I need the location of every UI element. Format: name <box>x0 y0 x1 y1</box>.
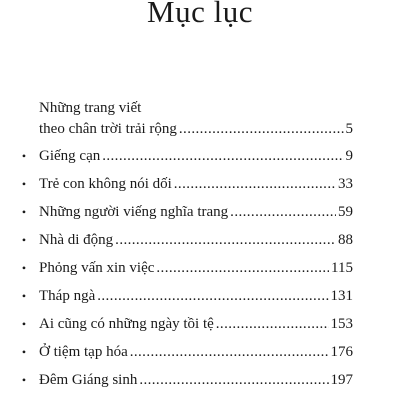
toc-entry-title: Những người viếng nghĩa trang <box>39 204 229 220</box>
dot-leader <box>97 285 328 307</box>
bullet-icon: • <box>21 373 27 387</box>
toc-entry-page: 5 <box>345 121 353 137</box>
bullet-icon: • <box>21 345 27 359</box>
toc-entry[interactable] <box>18 285 353 307</box>
dot-leader <box>179 118 344 140</box>
page-title: Mục lục <box>147 0 253 29</box>
toc-entry-title-line1: Những trang viết <box>39 100 142 116</box>
toc-entry[interactable] <box>18 313 353 335</box>
toc-entry-title: Tháp ngà <box>39 288 96 304</box>
bullet-icon: • <box>21 149 27 163</box>
dot-leader <box>102 145 343 167</box>
dot-leader <box>216 313 329 335</box>
bullet-icon: • <box>21 261 27 275</box>
toc-entry[interactable] <box>18 173 353 195</box>
bullet-icon: • <box>21 317 27 331</box>
toc-entry-title: theo chân trời trải rộng <box>39 121 177 137</box>
dot-leader <box>174 173 336 195</box>
dot-leader <box>115 229 336 251</box>
toc-entry[interactable] <box>18 369 353 391</box>
toc-entry[interactable] <box>18 257 353 279</box>
toc-entry-title: Trẻ con không nói dối <box>39 176 172 192</box>
toc-entry[interactable] <box>18 229 353 251</box>
toc-entry[interactable] <box>18 201 353 223</box>
bullet-icon: • <box>21 177 27 191</box>
toc-entry-title: Ai cũng có những ngày tồi tệ <box>39 316 214 332</box>
toc-entry[interactable] <box>18 341 353 363</box>
toc-entry-title: Đêm Giáng sinh <box>39 372 138 388</box>
bullet-icon: • <box>21 233 27 247</box>
dot-leader <box>139 369 328 391</box>
toc-entry-title: Phỏng vấn xin việc <box>39 260 155 276</box>
toc-entry-page: 115 <box>331 260 353 276</box>
toc-entry-page: 197 <box>330 372 353 388</box>
dot-leader <box>130 341 329 363</box>
toc-entry-title: Giếng cạn <box>39 148 101 164</box>
dot-leader <box>230 201 336 223</box>
toc-entry[interactable] <box>18 118 353 140</box>
toc-entry-title: Nhà di động <box>39 232 114 248</box>
toc-entry-page: 33 <box>338 176 353 192</box>
toc-entry-page: 153 <box>330 316 353 332</box>
toc-entry-page: 59 <box>338 204 353 220</box>
toc-entry-title: Ở tiệm tạp hóa <box>39 344 128 360</box>
bullet-icon: • <box>21 289 27 303</box>
toc-entry[interactable] <box>18 145 353 167</box>
toc-entry-page: 131 <box>330 288 353 304</box>
bullet-icon: • <box>21 205 27 219</box>
toc-entry-page: 9 <box>345 148 353 164</box>
dot-leader <box>156 257 329 279</box>
toc-entry-page: 176 <box>330 344 353 360</box>
toc-entry-page: 88 <box>338 232 353 248</box>
